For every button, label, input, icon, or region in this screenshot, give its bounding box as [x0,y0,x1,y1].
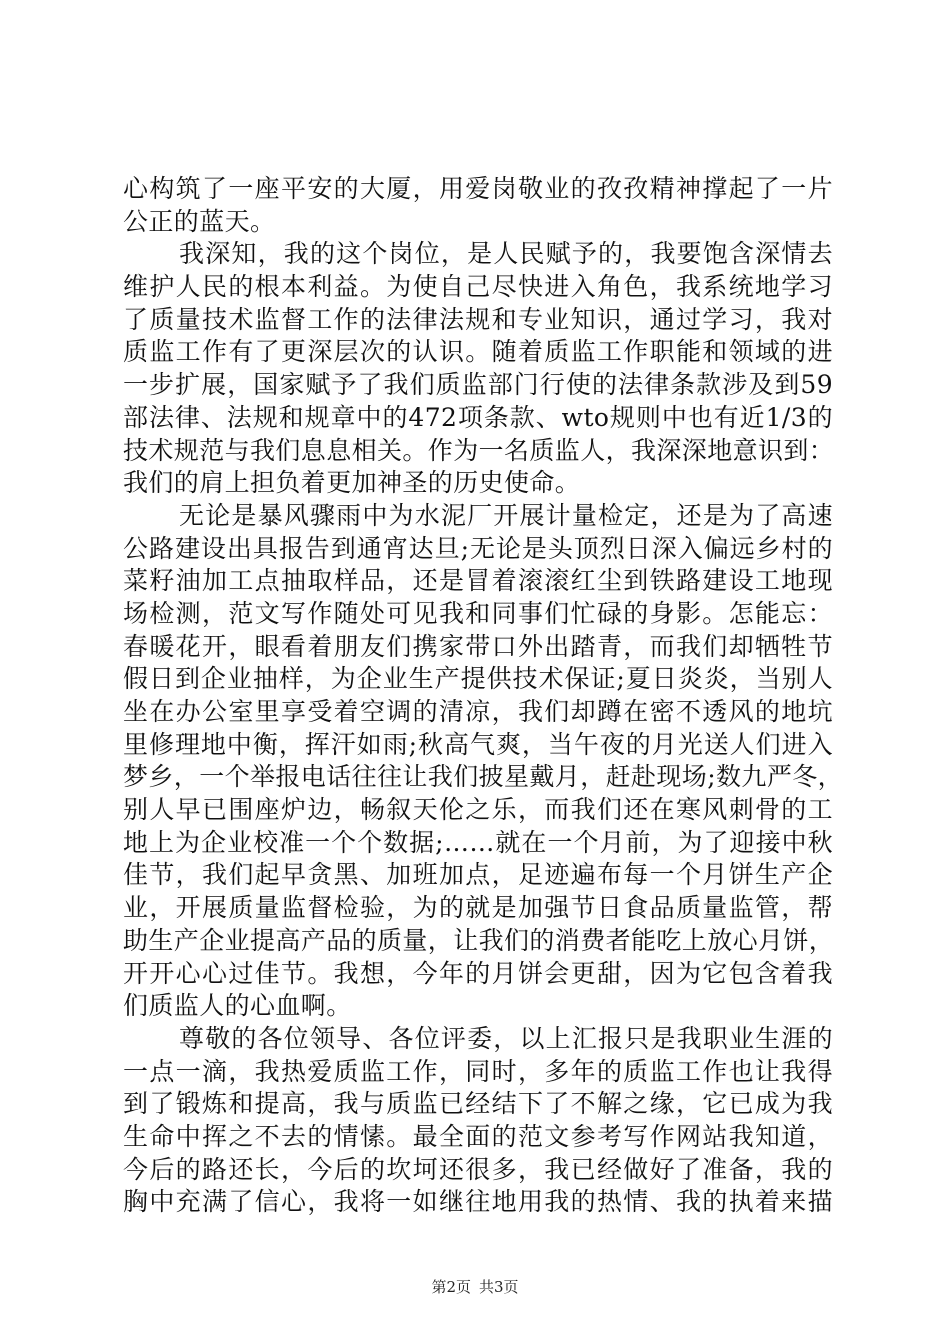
page-footer [0,1277,950,1297]
text-line: 场检测，范文写作随处可见我和同事们忙碌的身影。怎能忘： [123,598,833,628]
text-line: 坐在办公室里享受着空调的清凉，我们却蹲在密不透风的地坑 [123,697,833,726]
text-line: 地上为企业校准一个个数据;……就在一个月前，为了迎接中秋 [123,827,833,857]
text-line: 春暖花开，眼看着朋友们携家带口外出踏青，而我们却牺牲节 [123,631,833,661]
text-line: 无论是暴风骤雨中为水泥厂开展计量检定，还是为了高速 [179,500,833,530]
text-line: 菜籽油加工点抽取样品，还是冒着滚滚红尘到铁路建设工地现 [123,566,833,596]
text-line: 心构筑了一座平安的大厦，用爱岗敬业的孜孜精神撑起了一片 [123,174,833,203]
text-line: 里修理地中衡，挥汗如雨;秋高气爽，当午夜的月光送人们进入 [123,729,833,759]
text-line: 假日到企业抽样，为企业生产提供技术保证;夏日炎炎，当别人 [123,664,833,694]
text-line: 到了锻炼和提高，我与质监已经结下了不解之缘，它已成为我 [123,1089,833,1119]
text-line: 公路建设出具报告到通宵达旦;无论是头顶烈日深入偏远乡村的 [123,533,833,563]
text-line: 技术规范与我们息息相关。作为一名质监人，我深深地意识到： [123,435,835,465]
page-total: 共3页 [479,1278,519,1296]
text-line: 开开心心过佳节。我想，今年的月饼会更甜，因为它包含着我 [123,958,833,988]
text-line: 今后的路还长，今后的坎坷还很多，我已经做好了准备，我的 [123,1154,833,1184]
text-line: 质监工作有了更深层次的认识。随着质监工作职能和领域的进 [123,337,833,367]
text-line: 部法律、法规和规章中的472项条款、wto规则中也有近1/3的 [123,402,833,432]
text-line: 一点一滴，我热爱质监工作，同时，多年的质监工作也让我得 [123,1056,833,1086]
document-body [123,173,844,1219]
text-line: 尊敬的各位领导、各位评委，以上汇报只是我职业生涯的 [179,1023,833,1053]
text-line: 业，开展质量监督检验，为的就是加强节日食品质量监管，帮 [123,893,833,923]
text-line: 我们的肩上担负着更加神圣的历史使命。 [123,468,581,498]
text-line: 公正的蓝天。 [123,206,276,236]
text-line: 生命中挥之不去的情愫。最全面的范文参考写作网站我知道， [123,1121,833,1151]
text-line: 佳节，我们起早贪黑、加班加点，足迹遍布每一个月饼生产企 [123,860,833,890]
text-line: 我深知，我的这个岗位，是人民赋予的，我要饱含深情去 [179,239,833,269]
text-line: 梦乡，一个举报电话往往让我们披星戴月，赶赴现场;数九严冬， [123,762,844,792]
text-line: 助生产企业提高产品的质量，让我们的消费者能吃上放心月饼， [123,925,835,955]
text-line: 维护人民的根本利益。为使自己尽快进入角色，我系统地学习 [123,272,833,302]
text-line: 一步扩展，国家赋予了我们质监部门行使的法律条款涉及到59 [123,370,833,400]
text-line: 们质监人的心血啊。 [123,991,352,1021]
page-number: 第2页 [431,1278,471,1296]
text-line: 了质量技术监督工作的法律法规和专业知识，通过学习，我对 [123,304,833,334]
text-line: 别人早已围座炉边，畅叙天伦之乐，而我们还在寒风刺骨的工 [123,795,833,825]
text-line: 胸中充满了信心，我将一如继往地用我的热情、我的执着来描 [123,1187,833,1217]
